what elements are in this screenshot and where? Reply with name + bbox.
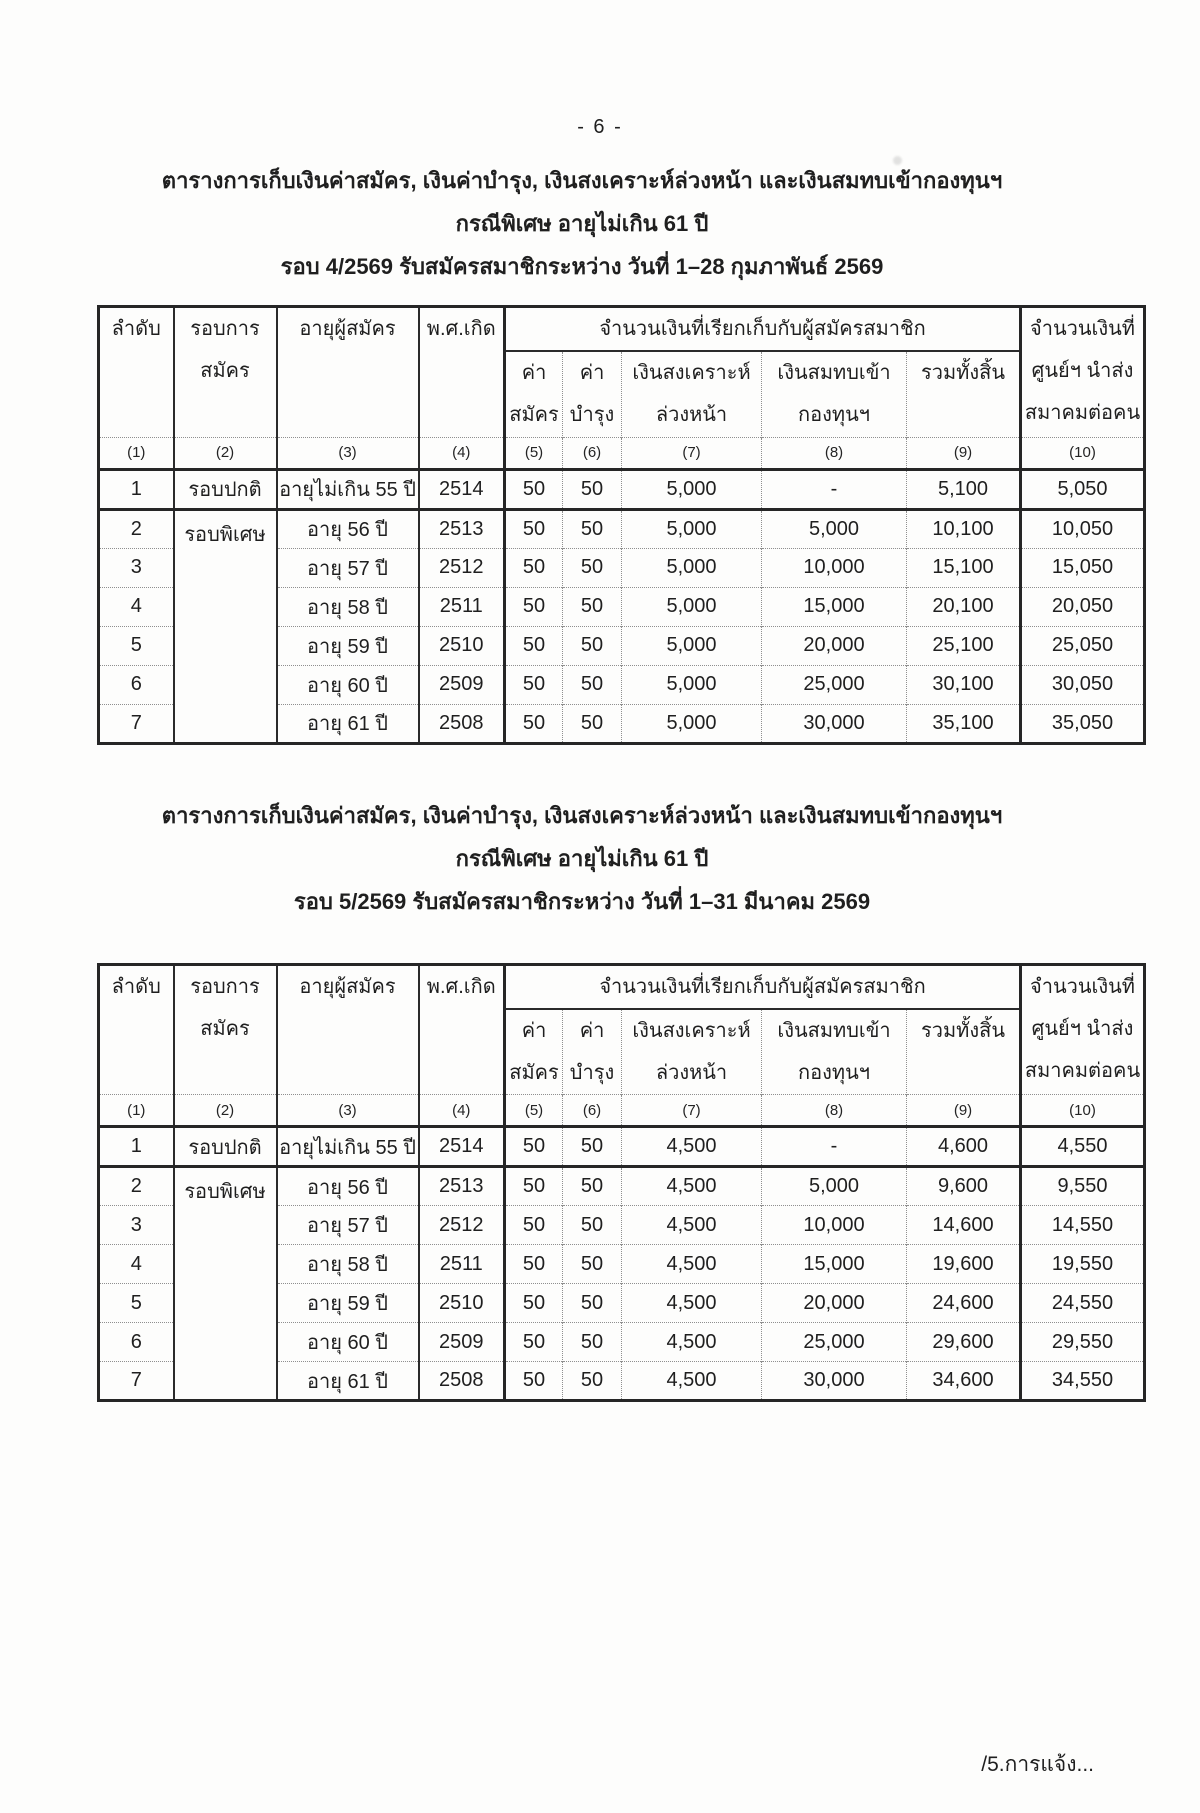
cell: 34,600	[907, 1362, 1021, 1401]
cell: 2510	[419, 1284, 505, 1323]
cell: 2509	[419, 1323, 505, 1362]
cell: 15,050	[1021, 548, 1145, 587]
header-applicant-age: อายุผู้สมัคร	[277, 307, 419, 438]
cell: 30,050	[1021, 665, 1145, 704]
header-fund-contribution: เงินสมทบเข้า กองทุนฯ	[762, 351, 907, 437]
cell: อายุไม่เกิน 55 ปี	[277, 1127, 419, 1167]
cell: -	[762, 469, 907, 509]
header-birth-year: พ.ศ.เกิด	[419, 307, 505, 438]
section2-title-line3: รอบ 5/2569 รับสมัครสมาชิกระหว่าง วันที่ 1–31 มีนาคม 2569	[293, 888, 871, 914]
cell: 5,000	[622, 469, 762, 509]
cell: 10,100	[907, 509, 1021, 548]
header-order: ลำดับ	[111, 975, 161, 998]
header-application-round: รอบการ สมัคร	[174, 307, 277, 438]
cell: อายุ 56 ปี	[277, 509, 419, 548]
cell: รอบปกติ	[174, 469, 277, 509]
cell: 5,000	[622, 665, 762, 704]
cell: 15,000	[762, 587, 907, 626]
cell: 50	[505, 1127, 563, 1167]
cell: 5,000	[622, 704, 762, 743]
cell: อายุ 60 ปี	[277, 1323, 419, 1362]
cell: 15,100	[907, 548, 1021, 587]
cell: 2508	[419, 1362, 505, 1401]
cell: 50	[505, 1167, 563, 1206]
cell: 4,500	[622, 1323, 762, 1362]
cell: -	[762, 1127, 907, 1167]
cell: 1	[99, 1127, 174, 1167]
cell: 50	[563, 469, 622, 509]
header-advance-welfare: เงินสงเคราะห์ ล่วงหน้า	[622, 351, 762, 437]
cell: 50	[563, 1362, 622, 1401]
cell: 25,000	[762, 665, 907, 704]
header-application-fee: ค่า สมัคร	[505, 351, 563, 437]
cell: อายุ 61 ปี	[277, 1362, 419, 1401]
cell: 9,550	[1021, 1167, 1145, 1206]
cell: 50	[563, 704, 622, 743]
cell: 25,100	[907, 626, 1021, 665]
cell: 50	[505, 509, 563, 548]
cell: อายุ 58 ปี	[277, 1245, 419, 1284]
cell: 29,600	[907, 1323, 1021, 1362]
cell: 50	[563, 1167, 622, 1206]
cell: 2508	[419, 704, 505, 743]
cell: 2514	[419, 469, 505, 509]
cell: 4,500	[622, 1206, 762, 1245]
cell: 10,050	[1021, 509, 1145, 548]
cell: 50	[563, 665, 622, 704]
cell: 2512	[419, 1206, 505, 1245]
cell: อายุ 60 ปี	[277, 665, 419, 704]
table-row	[99, 469, 1145, 509]
cell: อายุ 57 ปี	[277, 548, 419, 587]
cell: 50	[505, 1323, 563, 1362]
column-number-row: (1) (2) (3) (4) (5) (6) (7) (8) (9) (10)	[99, 1095, 1145, 1127]
cell: 4,550	[1021, 1127, 1145, 1167]
cell: 50	[505, 626, 563, 665]
cell: 5,000	[622, 548, 762, 587]
cell: 5	[99, 1284, 174, 1323]
cell: 50	[505, 1206, 563, 1245]
cell: 4,500	[622, 1245, 762, 1284]
cell: 1	[99, 469, 174, 509]
section2-title-line1: ตารางการเก็บเงินค่าสมัคร, เงินค่าบำรุง, เงินสงเคราะห์ล่วงหน้า และเงินสมทบเข้ากองทุนฯ	[161, 802, 1003, 828]
table-row	[99, 1127, 1145, 1167]
header-order: ลำดับ	[111, 318, 161, 340]
header-amount-remitted: จำนวนเงินที่ ศูนย์ฯ นำส่ง สมาคมต่อคน	[1021, 964, 1145, 1095]
cell: 2513	[419, 509, 505, 548]
section2-title	[0, 802, 1164, 916]
cell: 50	[505, 469, 563, 509]
cell: อายุ 61 ปี	[277, 704, 419, 743]
header-fund-contribution: เงินสมทบเข้า กองทุนฯ	[762, 1009, 907, 1095]
cell: อายุ 59 ปี	[277, 626, 419, 665]
cell: 20,000	[762, 1284, 907, 1323]
cell: 50	[563, 626, 622, 665]
cell: 2510	[419, 626, 505, 665]
section1-title	[0, 167, 1164, 281]
cell: 50	[505, 548, 563, 587]
cell: รอบพิเศษ	[174, 1167, 277, 1401]
cell: 14,600	[907, 1206, 1021, 1245]
cell: 3	[99, 548, 174, 587]
cell: 4,600	[907, 1127, 1021, 1167]
header-total: รวมทั้งสิ้น	[907, 351, 1021, 437]
section1-title-line1: ตารางการเก็บเงินค่าสมัคร, เงินค่าบำรุง, เงินสงเคราะห์ล่วงหน้า และเงินสมทบเข้ากองทุนฯ	[161, 168, 1003, 193]
cell: 2	[130, 517, 142, 540]
cell: 4,500	[622, 1284, 762, 1323]
cell: 6	[99, 1323, 174, 1362]
cell: อายุ 57 ปี	[277, 1206, 419, 1245]
cell: 5	[99, 626, 174, 665]
cell: รอบพิเศษ	[174, 509, 277, 743]
cell: 5,000	[622, 509, 762, 548]
cell: 5,050	[1021, 469, 1145, 509]
cell: 30,000	[762, 704, 907, 743]
cell: 50	[563, 1284, 622, 1323]
cell: 30,000	[762, 1362, 907, 1401]
cell: 5,000	[622, 626, 762, 665]
page-number: - 6 -	[577, 116, 623, 138]
cell: 50	[563, 1206, 622, 1245]
cell: 50	[563, 587, 622, 626]
cell: 50	[505, 1245, 563, 1284]
cell: 5,100	[907, 469, 1021, 509]
header-maintenance-fee: ค่า บำรุง	[563, 1009, 622, 1095]
cell: 20,100	[907, 587, 1021, 626]
cell: 19,600	[907, 1245, 1021, 1284]
cell: 50	[563, 509, 622, 548]
scan-artifact-dot	[893, 156, 902, 165]
cell: 50	[505, 704, 563, 743]
cell: 50	[563, 1127, 622, 1167]
header-application-fee: ค่า สมัคร	[505, 1009, 563, 1095]
cell: 20,050	[1021, 587, 1145, 626]
cell: อายุ 56 ปี	[277, 1167, 419, 1206]
cell: 9,600	[907, 1167, 1021, 1206]
cell: 50	[505, 1284, 563, 1323]
section2-title-line2: กรณีพิเศษ อายุไม่เกิน 61 ปี	[455, 845, 709, 871]
cell: 5,000	[762, 509, 907, 548]
cell: 30,100	[907, 665, 1021, 704]
cell: 50	[505, 1362, 563, 1401]
cell: 2514	[419, 1127, 505, 1167]
cell: 7	[99, 1362, 174, 1401]
header-amount-remitted: จำนวนเงินที่ ศูนย์ฯ นำส่ง สมาคมต่อคน	[1021, 307, 1145, 438]
header-applicant-age: อายุผู้สมัคร	[277, 964, 419, 1095]
cell: อายุไม่เกิน 55 ปี	[277, 469, 419, 509]
cell: 29,550	[1021, 1323, 1145, 1362]
cell: 50	[563, 1245, 622, 1284]
fee-table-round-5-2569	[97, 963, 1146, 1403]
table-row	[99, 509, 1145, 548]
cell: 50	[563, 548, 622, 587]
cell: 25,050	[1021, 626, 1145, 665]
cell: 50	[563, 1323, 622, 1362]
fee-table-round-4-2569	[97, 305, 1146, 745]
cell: 2511	[419, 587, 505, 626]
header-amount-charged-group: จำนวนเงินที่เรียกเก็บกับผู้สมัครสมาชิก	[505, 964, 1021, 1009]
cell: 19,550	[1021, 1245, 1145, 1284]
section1-title-line3: รอบ 4/2569 รับสมัครสมาชิกระหว่าง วันที่ 1–28 กุมภาพันธ์ 2569	[280, 254, 884, 279]
cell: 14,550	[1021, 1206, 1145, 1245]
cell: 10,000	[762, 1206, 907, 1245]
cell: 5,000	[622, 587, 762, 626]
cell: 4,500	[622, 1362, 762, 1401]
cell: 4	[99, 1245, 174, 1284]
cell: 4,500	[622, 1167, 762, 1206]
cell: 6	[99, 665, 174, 704]
cell: 2511	[419, 1245, 505, 1284]
cell: 2509	[419, 665, 505, 704]
cell: 2	[130, 1175, 142, 1197]
cell: 15,000	[762, 1245, 907, 1284]
header-advance-welfare: เงินสงเคราะห์ ล่วงหน้า	[622, 1009, 762, 1095]
continuation-note: /5.การแจ้ง...	[981, 1753, 1094, 1776]
cell: 24,600	[907, 1284, 1021, 1323]
header-application-round: รอบการ สมัคร	[174, 964, 277, 1095]
cell: 50	[505, 587, 563, 626]
cell: 2512	[419, 548, 505, 587]
header-maintenance-fee: ค่า บำรุง	[563, 351, 622, 437]
cell: 25,000	[762, 1323, 907, 1362]
section1-title-line2: กรณีพิเศษ อายุไม่เกิน 61 ปี	[455, 211, 709, 236]
table-row	[99, 1167, 1145, 1206]
cell: อายุ 58 ปี	[277, 587, 419, 626]
cell: 20,000	[762, 626, 907, 665]
document-page	[0, 116, 1200, 1813]
cell: 3	[99, 1206, 174, 1245]
cell: 7	[99, 704, 174, 743]
cell: 34,550	[1021, 1362, 1145, 1401]
column-number-row: (1) (2) (3) (4) (5) (6) (7) (8) (9) (10)	[99, 437, 1145, 469]
cell: รอบปกติ	[174, 1127, 277, 1167]
cell: 2513	[419, 1167, 505, 1206]
cell: 24,550	[1021, 1284, 1145, 1323]
cell: 35,050	[1021, 704, 1145, 743]
header-birth-year: พ.ศ.เกิด	[419, 964, 505, 1095]
cell: 50	[505, 665, 563, 704]
cell: อายุ 59 ปี	[277, 1284, 419, 1323]
cell: 4	[99, 587, 174, 626]
header-amount-charged-group: จำนวนเงินที่เรียกเก็บกับผู้สมัครสมาชิก	[505, 307, 1021, 352]
cell: 10,000	[762, 548, 907, 587]
header-total: รวมทั้งสิ้น	[907, 1009, 1021, 1095]
cell: 35,100	[907, 704, 1021, 743]
cell: 4,500	[622, 1127, 762, 1167]
cell: 5,000	[762, 1167, 907, 1206]
